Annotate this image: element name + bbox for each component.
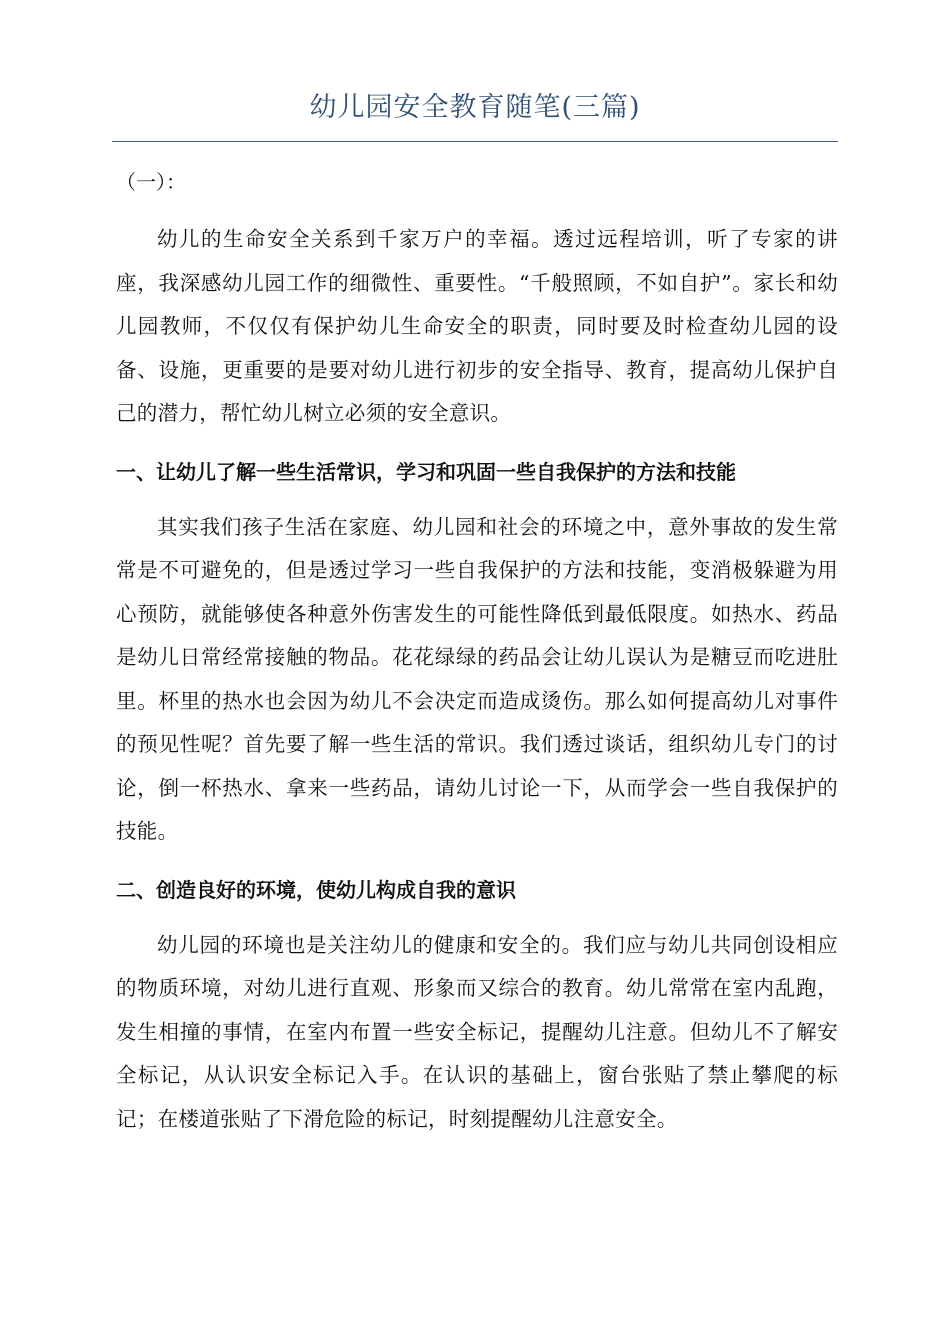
title-divider xyxy=(112,141,838,142)
section-2-paragraph: 幼儿园的环境也是关注幼儿的健康和安全的。我们应与幼儿共同创设相应的物质环境，对幼儿进行直观、形象而又综合的教育。幼儿常常在室内乱跑，发生相撞的事情，在室内布置一些安全标记，提醒幼儿注意。但幼儿不了解安全标记，从认识安全标记入手。在认识的基础上，窗台张贴了禁止攀爬的标记；在楼道张贴了下滑危险的标记，时刻提醒幼儿注意安全。 xyxy=(116,932,838,1131)
document-title: 幼儿园安全教育随笔(三篇) xyxy=(309,92,641,123)
section-heading-2: 二、创造良好的环境，使幼儿构成自我的意识 xyxy=(116,877,516,902)
section-marker: （一）： xyxy=(116,170,186,194)
section-1-paragraph: 其实我们孩子生活在家庭、幼儿园和社会的环境之中，意外事故的发生常常是不可避免的，但是透过学习一些自我保护的方法和技能，变消极躲避为用心预防，就能够使各种意外伤害发生的可能性降低到最低限度。如热水、药品是幼儿日常经常接触的物品。花花绿绿的药品会让幼儿误认为是糖豆而吃进肚里。杯里的热水也会因为幼儿不会决定而造成烫伤。那么如何提高幼儿对事件的预见性呢？首先要了解一些生活的常识。我们透过谈话，组织幼儿专门的讨论，倒一杯热水、拿来一些药品，请幼儿讨论一下，从而学会一些自我保护的技能。 xyxy=(116,514,838,843)
section-heading-1: 一、让幼儿了解一些生活常识，学习和巩固一些自我保护的方法和技能 xyxy=(116,459,736,484)
intro-paragraph: 幼儿的生命安全关系到千家万户的幸福。透过远程培训，听了专家的讲座，我深感幼儿园工作的细微性、重要性。“千般照顾，不如自护”。家长和幼儿园教师，不仅仅有保护幼儿生命安全的职责，同时要及时检查幼儿园的设备、设施，更重要的是要对幼儿进行初步的安全指导、教育，提高幼儿保护自己的潜力，帮忙幼儿树立必须的安全意识。 xyxy=(116,227,838,425)
document-body xyxy=(116,162,838,1141)
